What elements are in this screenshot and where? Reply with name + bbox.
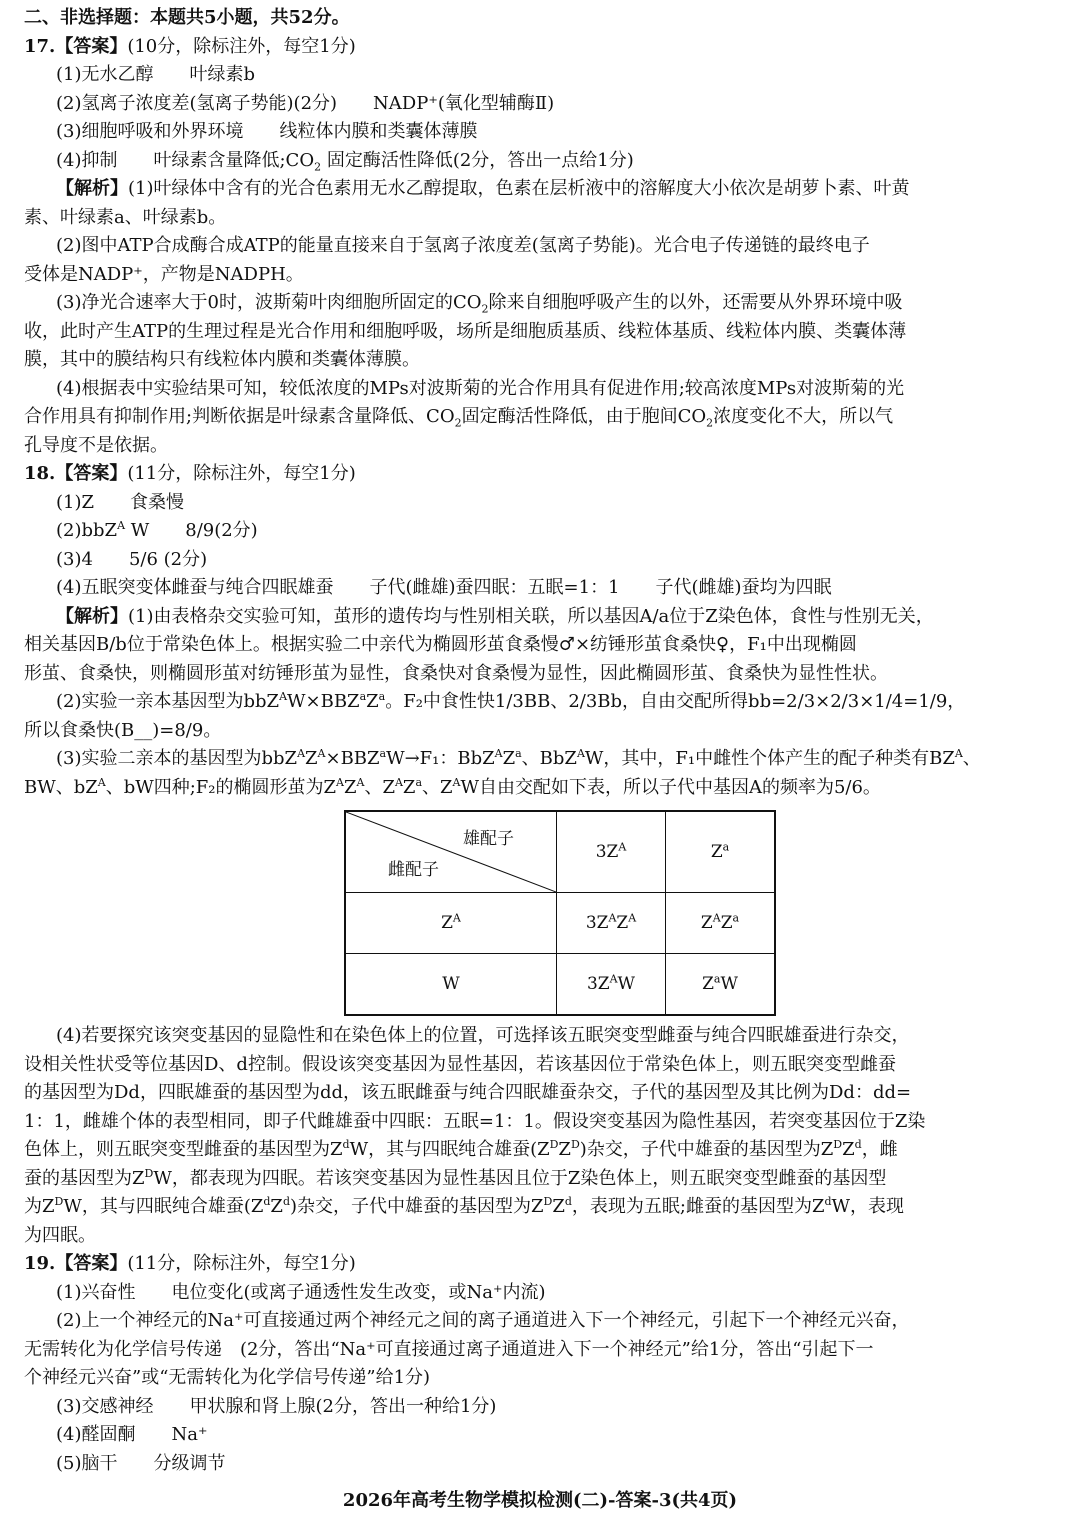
table-cell: $3Z^AW$	[557, 954, 666, 1016]
table-corner-cell	[345, 811, 557, 893]
q18-analysis-3-line2: BW、$bZ^A$、bW四种;F₂的椭圆形茧为$Z^AZ^A$、$Z^AZ^a$、$Z^AW$自由交配如下表，所以子代中基因A的频率为5/6。	[24, 775, 881, 798]
q18-number: 18.	[24, 463, 56, 484]
q17-analysis-4-line3: 孔导度不是依据。	[24, 434, 168, 456]
q17-answer-1: (1)无水乙醇 叶绿素b	[56, 64, 256, 85]
female-gamete-label: 雌配子	[388, 860, 439, 880]
q18-analysis-1-line1: 【解析】(1)由表格杂交实验可知，茧形的遗传均与性别相关联，所以基因A/a位于Z染色体，食性与性别无关，	[56, 605, 934, 627]
q18-answer-4: (4)五眠突变体雌蚕与纯合四眠雄蚕 子代(雌雄)蚕四眠：五眠=1：1 子代(雌雄)蚕均为四眠	[56, 577, 832, 598]
q17-answer-2: (2)氢离子浓度差(氢离子势能)(2分) NADP⁺(氧化型辅酶Ⅱ)	[56, 92, 555, 114]
q18-header	[24, 460, 1058, 489]
q19-header	[24, 1250, 1058, 1279]
q19-answer-5: (5)脑干 分级调节	[56, 1452, 226, 1474]
gamete-table-wrap	[24, 810, 1058, 1016]
q17-number: 17.	[24, 35, 56, 57]
q17-analysis-3-line2: 收，此时产生ATP的生理过程是光合作用和细胞呼吸，场所是细胞质基质、线粒体基质、线粒体内膜、类囊体薄	[24, 320, 907, 342]
q18-analysis-4-line8: 为四眠。	[24, 1224, 96, 1246]
q18-analysis-4-line6: 蚕的基因型为$Z^DW$，都表现为四眠。若该突变基因为显性基因且位于Z染色体上，则五眠突变型雌蚕的基因型	[24, 1166, 887, 1189]
q18-analysis-2-line2: 所以食桑快(B__)=8/9。	[24, 719, 222, 741]
q17-header	[24, 33, 1058, 62]
q17-analysis-3-line1: (3)净光合速率大于0时，波斯菊叶肉细胞所固定的$CO_2$除来自细胞呼吸产生的以外，还需要从外界环境中吸	[56, 292, 903, 316]
q19-answer-2-line2: 无需转化为化学信号传递 (2分，答出“Na⁺可直接通过离子通道进入下一个神经元”给1分，答出“引起下一	[24, 1338, 874, 1360]
q18-answer-2: (2)bbZ$^A$ W 8/9(2分)	[56, 519, 258, 541]
table-cell: $Z^aW$	[666, 954, 776, 1016]
q18-analysis-1-line2: 相关基因B/b位于常染色体上。根据实验二中亲代为椭圆形茧食桑慢♂×纺锤形茧食桑快♀，F₁中出现椭圆	[24, 634, 857, 655]
female-gamete-row2: W	[345, 954, 557, 1016]
q17-score-note: (10分，除标注外，每空1分)	[127, 35, 356, 57]
q19-score-note: (11分，除标注外，每空1分)	[127, 1253, 356, 1274]
q17-answer-3: (3)细胞呼吸和外界环境 线粒体内膜和类囊体薄膜	[56, 121, 478, 142]
q18-answer-1: (1)Z 食桑慢	[56, 491, 185, 513]
female-gamete-row1: $Z^A$	[345, 893, 557, 954]
section-title: 二、非选择题：本题共5小题，共52分。	[24, 7, 350, 28]
table-cell: $3Z^AZ^A$	[557, 893, 666, 954]
q18-analysis-4-line5: 色体上，则五眠突变型雌蚕的基因型为$Z^dW$，其与四眠纯合雄蚕$(Z^DZ^D)$杂交，子代中雄蚕的基因型为$Z^DZ^d$，雌	[24, 1138, 898, 1160]
q19-answer-3: (3)交感神经 甲状腺和肾上腺(2分，答出一种给1分)	[56, 1395, 497, 1417]
male-gamete-col1: $3Z^A$	[557, 811, 666, 893]
q17-answer-4: (4)抑制 叶绿素含量降低$;CO_2$ 固定酶活性降低(2分，答出一点给1分)	[56, 149, 634, 174]
q18-analysis-tag: 【解析】	[56, 605, 128, 627]
q18-analysis-4-line3: 的基因型为Dd，四眠雄蚕的基因型为dd，该五眠雌蚕与纯合四眠雄蚕杂交，子代的基因型及其比例为Dd：dd=	[24, 1082, 912, 1103]
q19-answer-tag: 【答案】	[55, 1253, 128, 1274]
q18-answer-3: (3)4 5/6 (2分)	[56, 548, 208, 570]
page-footer: 2026年高考生物学模拟检测(二)-答案-3(共4页)	[342, 1490, 738, 1511]
q18-analysis-4-line4: 1：1，雌雄个体的表型相同，即子代雌雄蚕中四眠：五眠=1：1。假设突变基因为隐性基因，若突变基因位于Z染	[24, 1110, 926, 1132]
corner-diagonal-line	[346, 812, 556, 892]
q17-analysis-tag: 【解析】	[56, 178, 128, 199]
q18-analysis-4-line2: 设相关性状受等位基因D、d控制。假设该突变基因为显性基因，若该基因位于常染色体上，则五眠突变型雌蚕	[24, 1053, 896, 1075]
q19-answer-2-line1: (2)上一个神经元的Na⁺可直接通过两个神经元之间的离子通道进入下一个神经元，引起下一个神经元兴奋，	[56, 1310, 910, 1331]
q17-analysis-1-line1: 【解析】(1)叶绿体中含有的光合色素用无水乙醇提取，色素在层析液中的溶解度大小依次是胡萝卜素、叶黄	[56, 178, 910, 199]
q17-analysis-3-line3: 膜，其中的膜结构只有线粒体内膜和类囊体薄膜。	[24, 349, 420, 370]
q18-analysis-2-line1: (2)实验一亲本基因型为$bbZ^AW\times BBZ^aZ^a$。F₂中食性快1/3BB、2/3Bb，自由交配所得bb=2/3×2/3×1/4=1/9，	[56, 690, 966, 712]
q17-analysis-4-line2: 合作用具有抑制作用;判断依据是叶绿素含量降低、$CO_2$固定酶活性降低，由于胞间$CO_2$浓度变化不大，所以气	[24, 406, 894, 430]
q17-analysis-2-line2: 受体是NADP⁺，产物是NADPH。	[24, 263, 304, 285]
q19-answer-2-line3: 个神经元兴奋”或“无需转化为化学信号传递”给1分)	[24, 1367, 431, 1388]
q18-answer-tag: 【答案】	[55, 463, 128, 484]
q18-score-note: (11分，除标注外，每空1分)	[127, 463, 356, 484]
q18-analysis-1-line3: 形茧、食桑快，则椭圆形茧对纺锤形茧为显性，食桑快对食桑慢为显性，因此椭圆形茧、食桑快为显性性状。	[24, 662, 888, 684]
male-gamete-col2: $Z^a$	[666, 811, 776, 893]
q18-analysis-4-line7: 为$Z^DW$，其与四眠纯合雄蚕$(Z^dZ^d)$杂交，子代中雄蚕的基因型为$Z^DZ^d$，表现为五眠;雌蚕的基因型为$Z^dW$，表现	[24, 1195, 905, 1217]
q18-analysis-3-line1: (3)实验二亲本的基因型为$bbZ^AZ^A\times BBZ^aW\to F_1$：$BbZ^AZ^a$、BbZ$^A$W，其中，F₁中雌性个体产生的配子种类有$BZ^A$、	[56, 747, 981, 769]
q19-answer-1: (1)兴奋性 电位变化(或离子通透性发生改变，或Na⁺内流)	[56, 1281, 546, 1303]
q17-analysis-1-line2: 素、叶绿素a、叶绿素b。	[24, 206, 227, 228]
q18-analysis-4-line1: (4)若要探究该突变基因的显隐性和在染色体上的位置，可选择该五眠突变型雌蚕与纯合四眠雄蚕进行杂交，	[56, 1025, 910, 1046]
q17-answer-tag: 【答案】	[55, 35, 128, 57]
gamete-punnett-table	[344, 810, 776, 1016]
male-gamete-label: 雄配子	[463, 829, 514, 849]
q19-number: 19.	[24, 1253, 56, 1274]
table-cell: $Z^AZ^a$	[666, 893, 776, 954]
q17-analysis-4-line1: (4)根据表中实验结果可知，较低浓度的MPs对波斯菊的光合作用具有促进作用;较高浓度MPs对波斯菊的光	[56, 377, 905, 399]
q19-answer-4: (4)醛固酮 Na⁺	[56, 1424, 208, 1445]
q17-analysis-2-line1: (2)图中ATP合成酶合成ATP的能量直接来自于氢离子浓度差(氢离子势能)。光合电子传递链的最终电子	[56, 235, 870, 256]
